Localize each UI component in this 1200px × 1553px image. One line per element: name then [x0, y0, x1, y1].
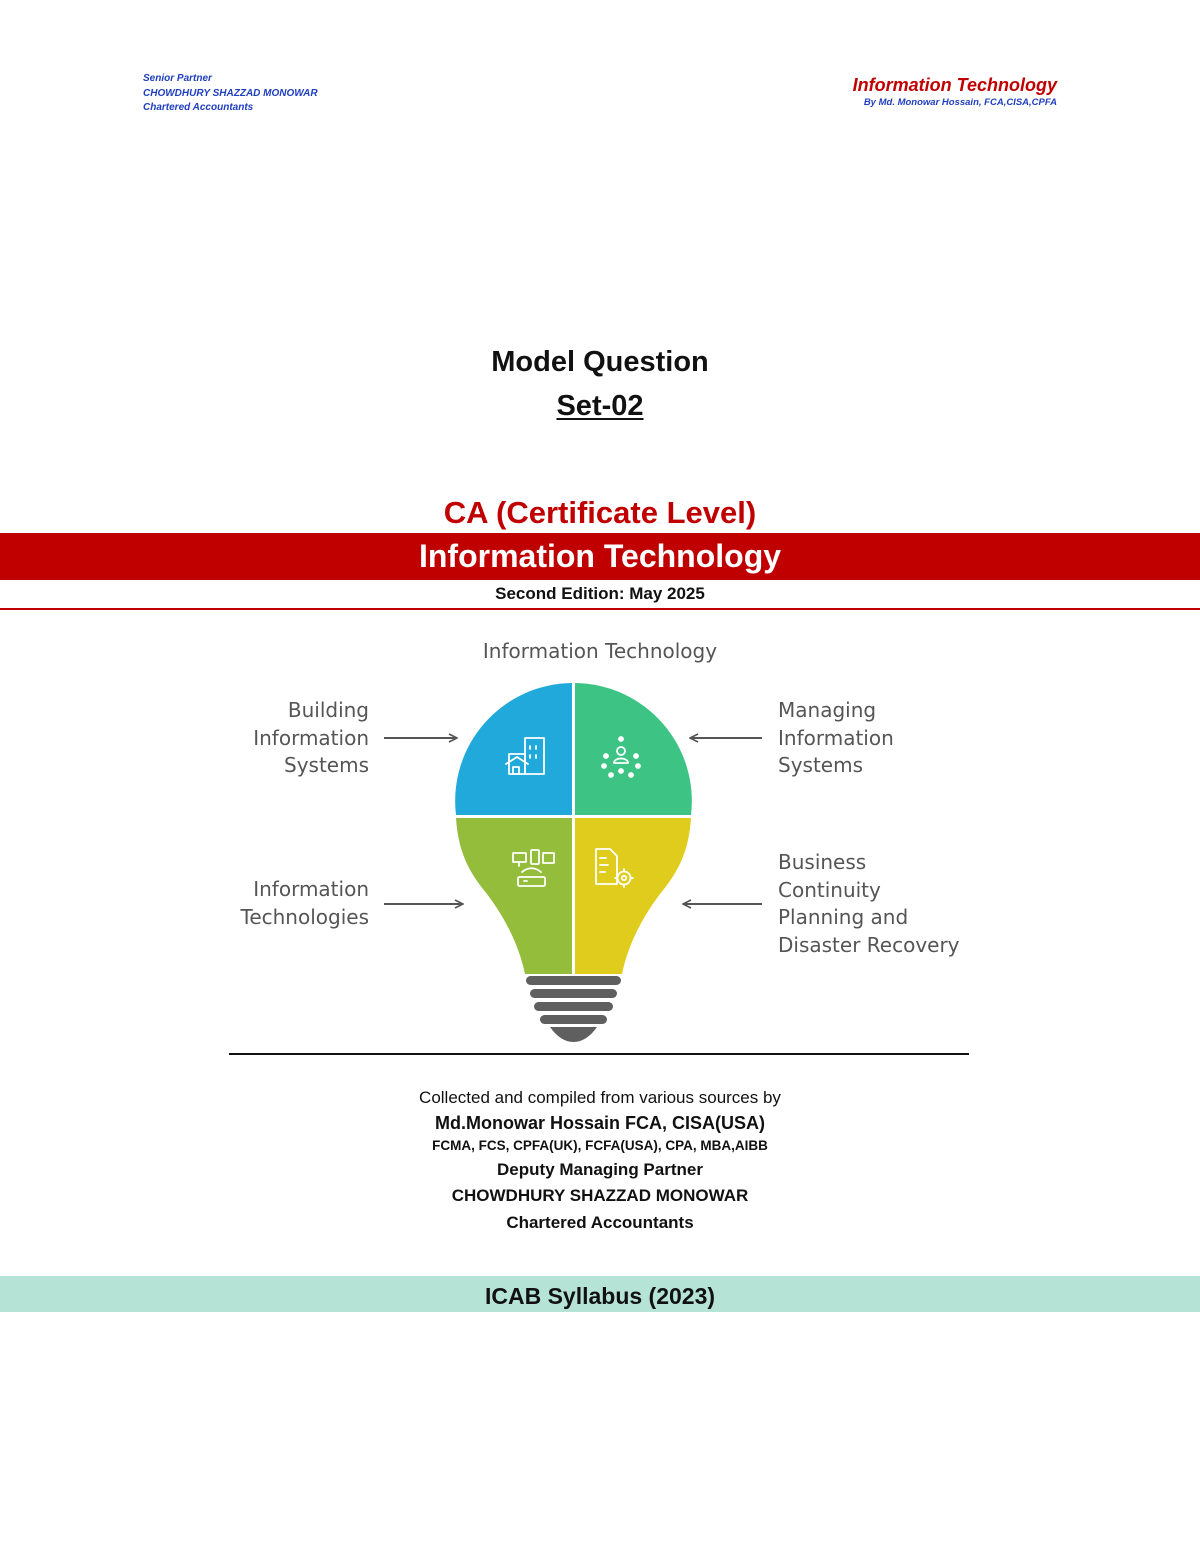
header-firm-type: Chartered Accountants — [143, 102, 254, 113]
label-line: Information — [778, 725, 894, 750]
set-number-text: Set-02 — [556, 390, 644, 422]
set-number — [0, 388, 1200, 424]
figure-title: Information Technology — [482, 639, 718, 663]
header-firm-name: CHOWDHURY SHAZZAD MONOWAR — [143, 87, 318, 99]
credit-author-name: Md.Monowar Hossain FCA, CISA(USA) — [434, 1113, 765, 1133]
lightbulb-svg — [200, 625, 1000, 1050]
label-line: Systems — [284, 753, 369, 777]
label-line: Disaster Recovery — [778, 932, 960, 957]
author-credits — [0, 1086, 1200, 1237]
bulb-base — [526, 976, 621, 1042]
header-firm-role: Senior Partner — [143, 73, 212, 84]
label-line: Continuity — [778, 877, 881, 902]
edition-line: Second Edition: May 2025 — [495, 584, 705, 603]
label-line: Building — [287, 698, 369, 722]
quadrant-continuity — [575, 818, 691, 974]
page-title: Model Question — [491, 346, 709, 378]
header-subject-title: Information Technology — [852, 75, 1057, 95]
credit-compiled-by: Collected and compiled from various sources by — [419, 1088, 781, 1107]
label-line: Business — [778, 850, 867, 874]
credit-firm-type: Chartered Accountants — [506, 1213, 694, 1232]
credit-qualifications: FCMA, FCS, CPFA(UK), FCFA(USA), CPA, MBA,AIBB — [432, 1138, 768, 1153]
header-subject-block — [853, 74, 1057, 110]
lightbulb-infographic — [200, 625, 1000, 1050]
quadrant-managing — [575, 683, 692, 815]
label-line: Information — [253, 725, 369, 750]
black-divider — [229, 1053, 969, 1055]
quadrant-technologies — [456, 818, 572, 974]
syllabus-title: ICAB Syllabus (2023) — [484, 1283, 716, 1309]
header-firm-block — [143, 72, 318, 116]
subject-title: Information Technology — [418, 538, 782, 574]
label-line: Planning and — [778, 905, 909, 929]
label-line: Managing — [778, 698, 877, 722]
certificate-level: CA (Certificate Level) — [443, 495, 757, 530]
label-line: Information — [253, 877, 369, 901]
quadrant-building — [455, 683, 572, 815]
red-divider — [0, 608, 1200, 610]
credit-position: Deputy Managing Partner — [497, 1160, 703, 1179]
label-line: Technologies — [240, 904, 369, 929]
credit-firm-name: CHOWDHURY SHAZZAD MONOWAR — [451, 1186, 749, 1205]
label-line: Systems — [778, 753, 863, 777]
header-author: By Md. Monowar Hossain, FCA,CISA,CPFA — [863, 97, 1057, 108]
